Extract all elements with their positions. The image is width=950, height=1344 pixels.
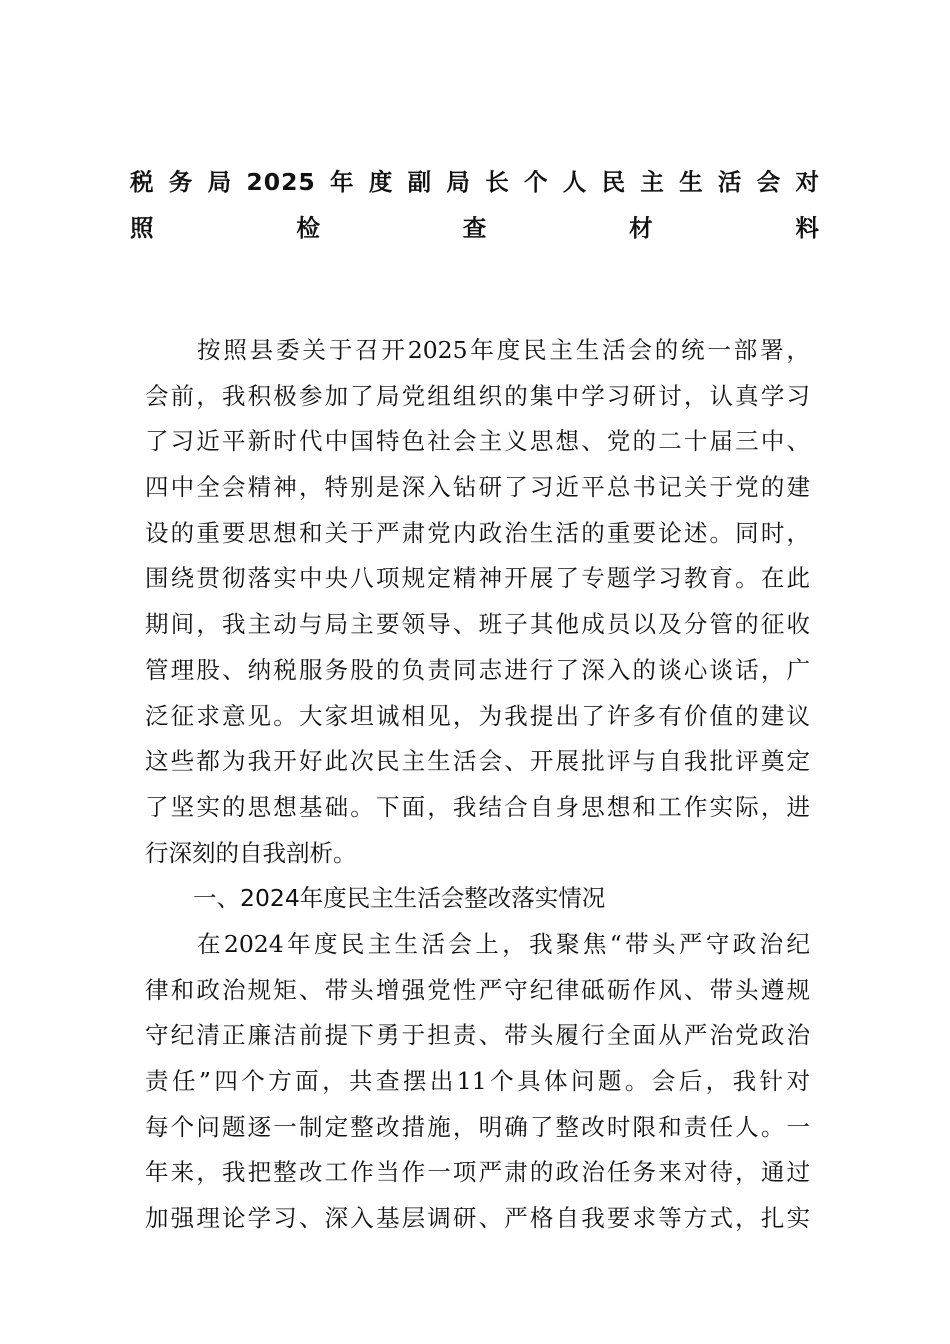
- section-heading: 一、2024年度民主生活会整改落实情况: [193, 884, 606, 913]
- paragraph-line: 会前，我积极参加了局党组组织的集中学习研讨，认真学习: [145, 381, 810, 410]
- paragraph-line: 按照县委关于召开2025年度民主生活会的统一部署，: [197, 336, 810, 364]
- paragraph-line: 守纪清正廉洁前提下勇于担责、带头履行全面从严治党政治: [145, 1021, 810, 1050]
- paragraph-line: 泛征求意见。大家坦诚相见，为我提出了许多有价值的建议: [145, 701, 810, 730]
- paragraph-line: 四中全会精神，特别是深入钻研了习近平总书记关于党的建: [145, 473, 810, 502]
- paragraph-line: 了坚实的思想基础。下面，我结合自身思想和工作实际，进: [145, 792, 810, 821]
- paragraph-line: 了习近平新时代中国特色社会主义思想、党的二十届三中、: [145, 427, 810, 456]
- paragraph-line: 加强理论学习、深入基层调研、严格自我要求等方式，扎实: [145, 1204, 810, 1233]
- document-body: [145, 328, 810, 1242]
- title-line: 税务局2025年度副局长个人民主生活会对: [130, 168, 820, 196]
- paragraph-line: 管理股、纳税服务股的负责同志进行了深入的谈心谈话，广: [145, 655, 810, 684]
- paragraph-line: 行深刻的自我剖析。: [145, 838, 357, 867]
- paragraph-intro: [145, 328, 810, 876]
- document-title: [130, 160, 820, 251]
- paragraph-line: 期间，我主动与局主要领导、班子其他成员以及分管的征收: [145, 610, 810, 639]
- paragraph-line: 设的重要思想和关于严肃党内政治生活的重要论述。同时，: [145, 518, 810, 547]
- title-line: 照检查材料: [130, 213, 820, 242]
- paragraph-line: 围绕贯彻落实中央八项规定精神开展了专题学习教育。在此: [145, 564, 810, 593]
- paragraph-line: 年来，我把整改工作当作一项严肃的政治任务来对待，通过: [145, 1158, 810, 1187]
- paragraph-rectification: [145, 922, 810, 1242]
- paragraph-line: 责任”四个方面，共查摆出11个具体问题。会后，我针对: [145, 1067, 810, 1095]
- paragraph-line: 律和政治规矩、带头增强党性严守纪律砥砺作风、带头遵规: [145, 975, 810, 1004]
- paragraph-line: 在2024年度民主生活会上，我聚焦“带头严守政治纪: [197, 929, 810, 958]
- paragraph-line: 这些都为我开好此次民主生活会、开展批评与自我批评奠定: [145, 747, 810, 776]
- paragraph-line: 每个问题逐一制定整改措施，明确了整改时限和责任人。一: [145, 1112, 810, 1141]
